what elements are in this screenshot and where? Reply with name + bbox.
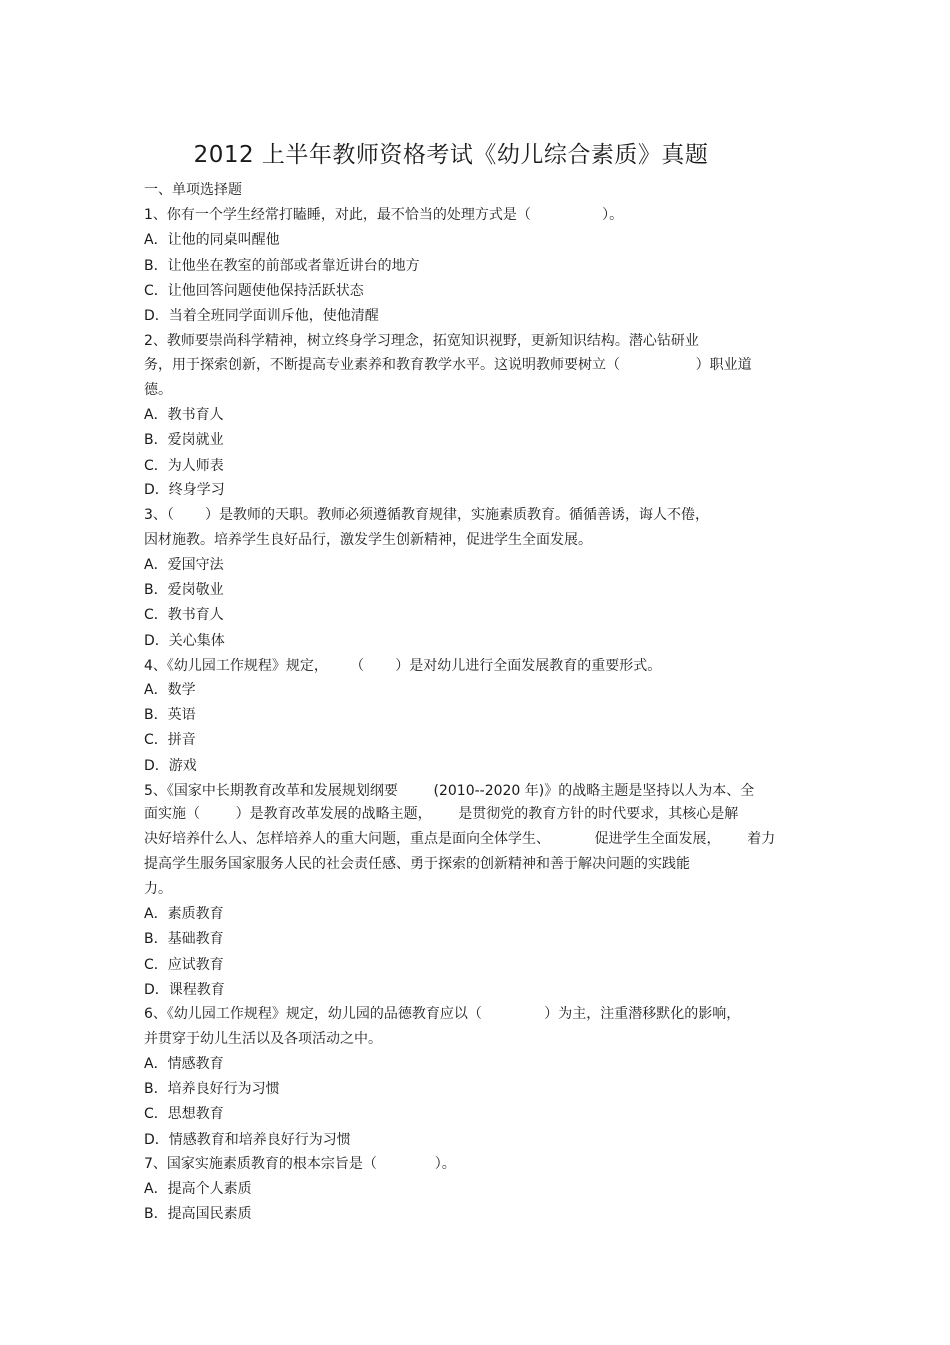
text-line: D．情感教育和培养良好行为习惯 [144, 1132, 351, 1148]
text-line: C．让他回答问题使他保持活跃状态 [144, 283, 364, 299]
text-line: C．教书育人 [144, 607, 224, 623]
text-line: B．提高国民素质 [144, 1206, 252, 1222]
text-line: 力。 [144, 881, 172, 897]
text-line: C．拼音 [144, 732, 196, 748]
text-line: C．为人师表 [144, 458, 224, 474]
text-line: B．英语 [144, 707, 196, 723]
section-heading: 一、单项选择题 [144, 182, 242, 198]
text-line: D．关心集体 [144, 633, 225, 649]
text-line: 2、教师要崇尚科学精神，树立终身学习理念，拓宽知识视野，更新知识结构。潜心钻研业 [144, 333, 699, 349]
text-line: 面实施（ ）是教育改革发展的战略主题， 是贯彻党的教育方针的时代要求，其核心是解 [144, 806, 739, 822]
text-line: 决好培养什么人、怎样培养人的重大问题，重点是面向全体学生、 促进学生全面发展， 着力 [144, 831, 776, 847]
text-line: A．让他的同桌叫醒他 [144, 232, 280, 248]
text-line: 并贯穿于幼儿生活以及各项活动之中。 [144, 1031, 382, 1047]
text-line: A．素质教育 [144, 906, 224, 922]
text-line: 提高学生服务国家服务人民的社会责任感、勇于探索的创新精神和善于解决问题的实践能 [144, 856, 690, 872]
text-line: B．爱岗就业 [144, 432, 224, 448]
text-line: B．爱岗敬业 [144, 582, 224, 598]
text-line: 德。 [144, 382, 172, 398]
text-line: A．数学 [144, 682, 196, 698]
text-line: B．培养良好行为习惯 [144, 1081, 280, 1097]
text-line: 3、（ ）是教师的天职。教师必须遵循教育规律，实施素质教育。循循善诱，诲人不倦， [144, 507, 710, 523]
text-line: A．情感教育 [144, 1056, 224, 1072]
text-line: 务，用于探索创新，不断提高专业素养和教育教学水平。这说明教师要树立（ ）职业道 [144, 357, 752, 373]
text-line: C．应试教育 [144, 957, 224, 973]
text-line: C．思想教育 [144, 1106, 224, 1122]
text-line: B．基础教育 [144, 931, 224, 947]
text-line: D．终身学习 [144, 482, 225, 498]
text-line: A．教书育人 [144, 407, 224, 423]
text-line: D．当着全班同学面训斥他，使他清醒 [144, 308, 379, 324]
text-line: 5、《国家中长期教育改革和发展规划纲要 (2010--2020 年)》的战略主题是坚持以人为本、全 [144, 783, 755, 799]
document-title: 2012 上半年教师资格考试《幼儿综合素质》真题 [193, 142, 709, 168]
text-line: B．让他坐在教室的前部或者靠近讲台的地方 [144, 258, 420, 274]
text-line: 6、《幼儿园工作规程》规定，幼儿园的品德教育应以（ ）为主，注重潜移默化的影响， [144, 1006, 741, 1022]
text-line: A．提高个人素质 [144, 1181, 252, 1197]
text-line: D．课程教育 [144, 982, 225, 998]
text-line: A．爱国守法 [144, 557, 224, 573]
text-line: 4、《幼儿园工作规程》规定， （ ）是对幼儿进行全面发展教育的重要形式。 [144, 658, 662, 674]
text-line: 7、国家实施素质教育的根本宗旨是（ ）。 [144, 1156, 456, 1172]
text-line: D．游戏 [144, 758, 197, 774]
text-line: 1、你有一个学生经常打瞌睡，对此，最不恰当的处理方式是（ ）。 [144, 207, 624, 223]
text-line: 因材施教。培养学生良好品行，激发学生创新精神，促进学生全面发展。 [144, 532, 592, 548]
